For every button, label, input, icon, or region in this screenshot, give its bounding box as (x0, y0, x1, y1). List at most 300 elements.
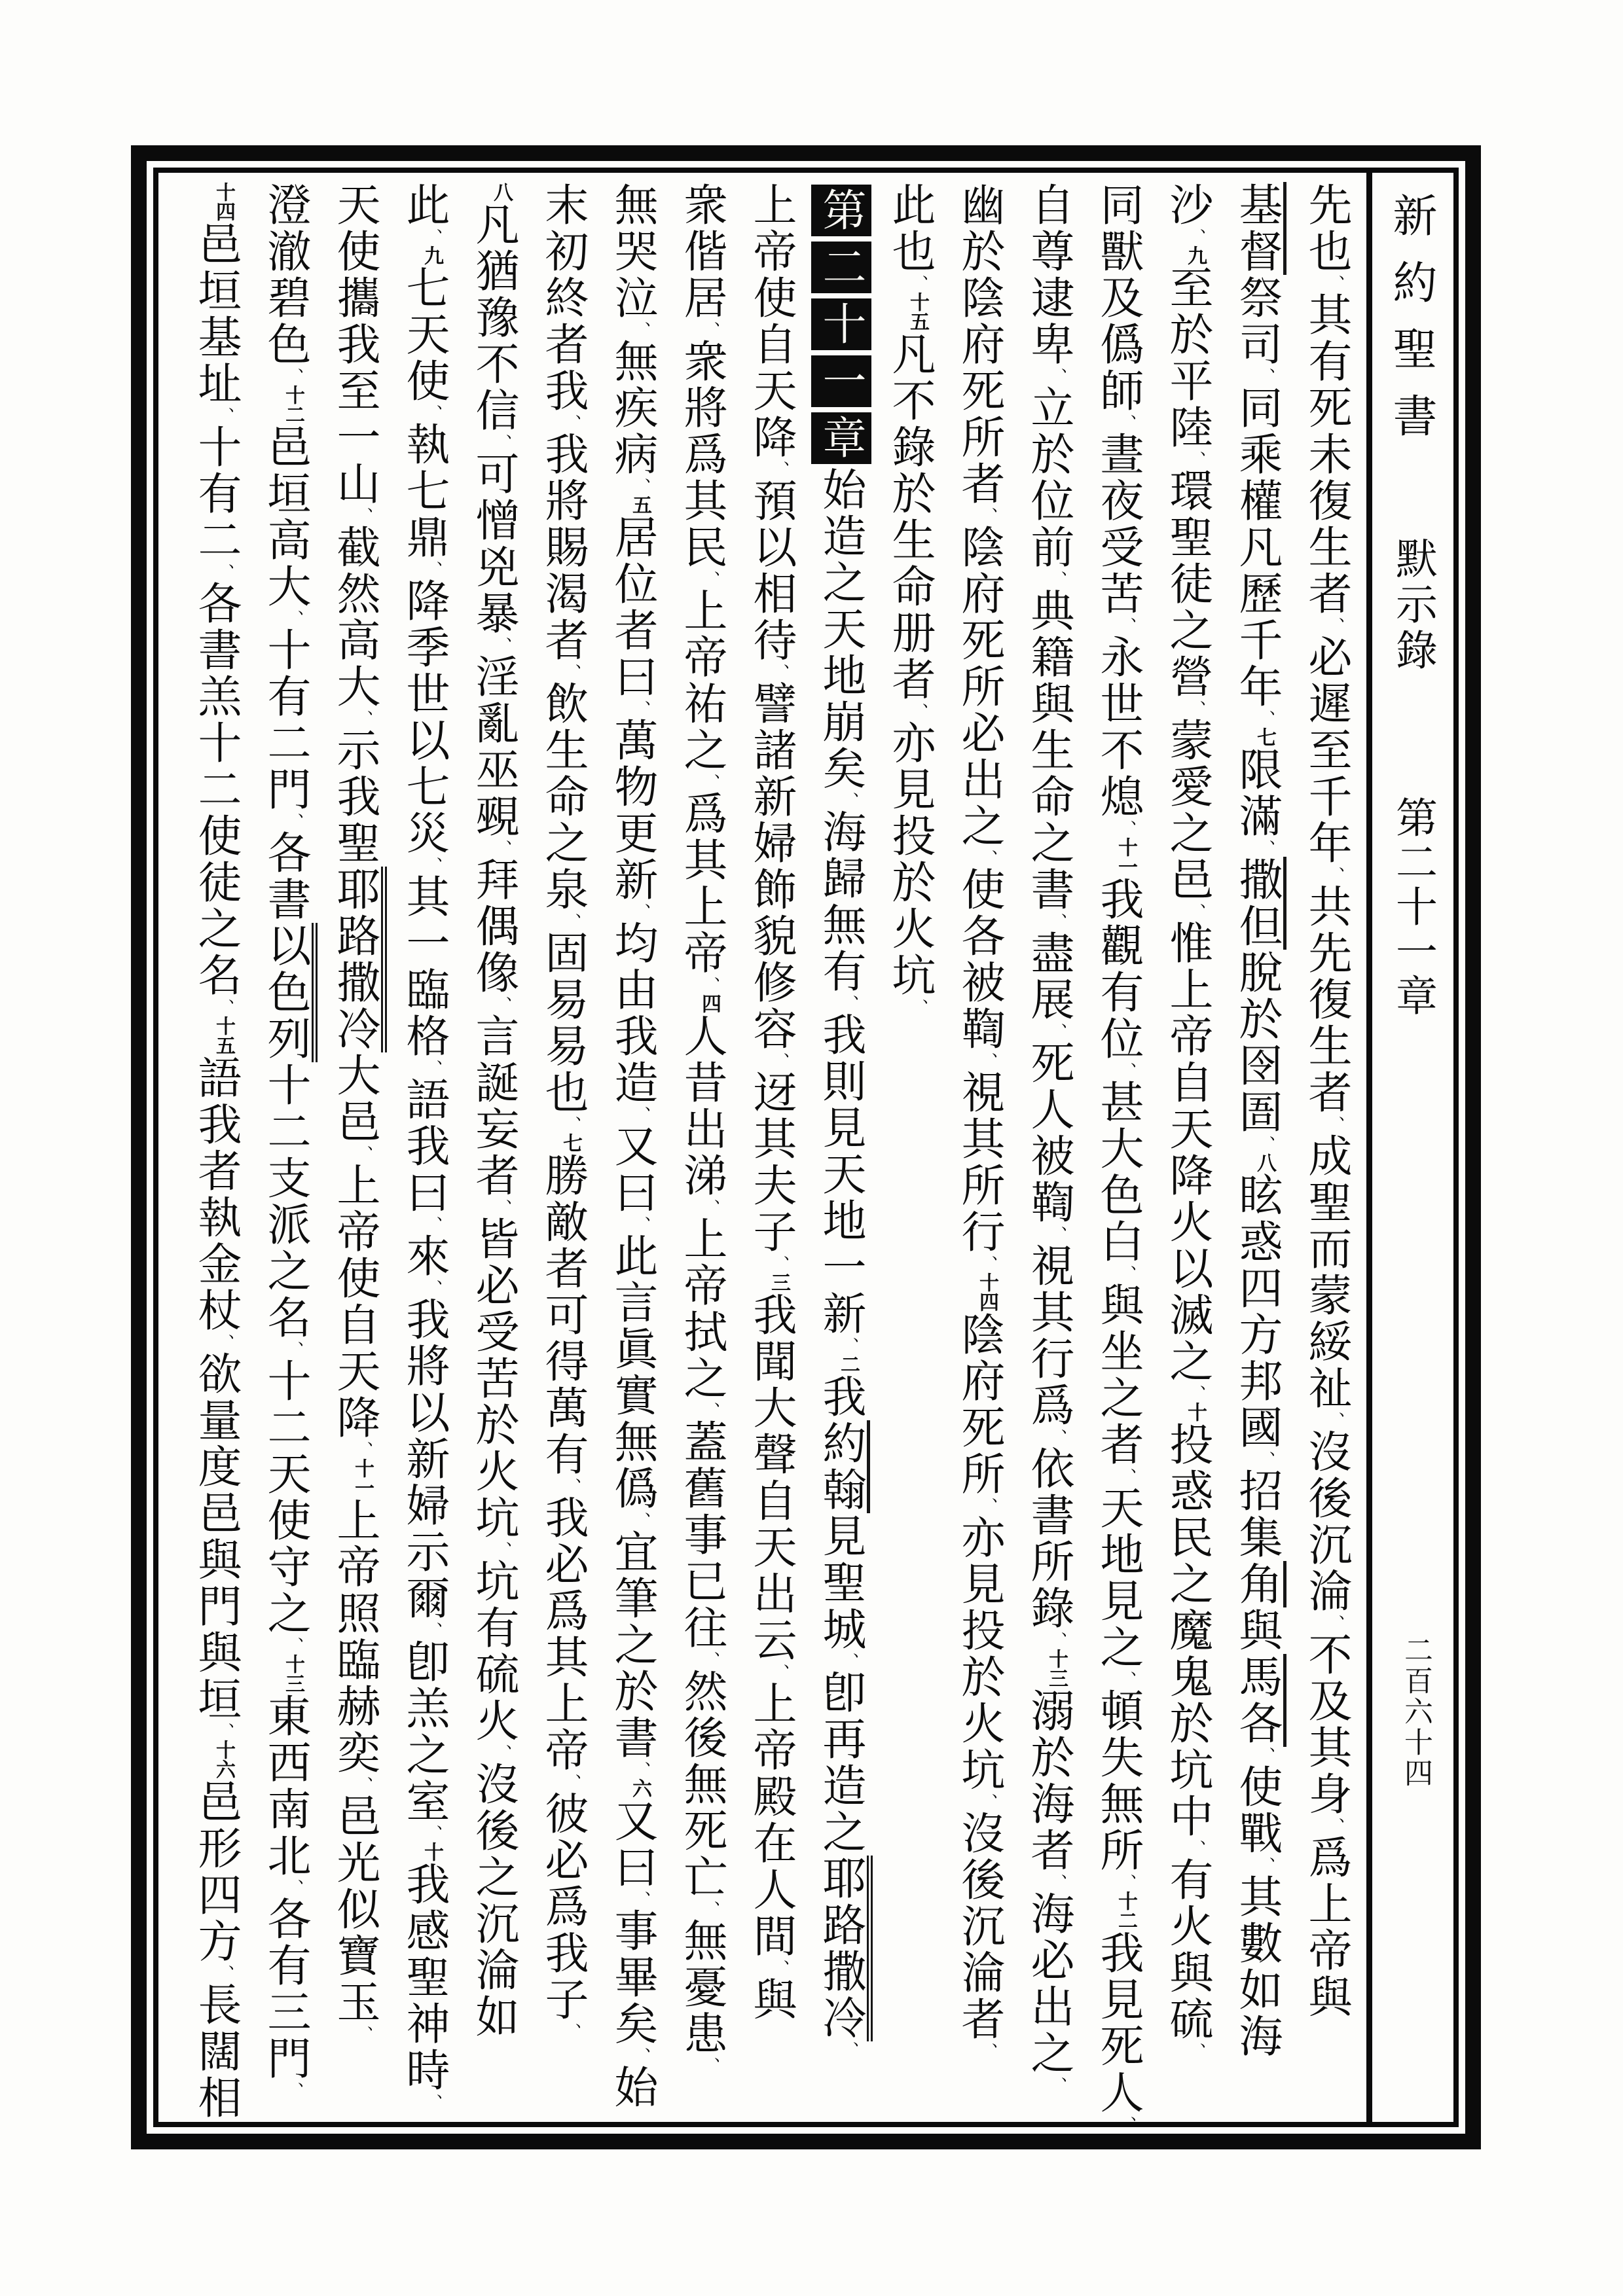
ideographic-comma: 、 (770, 1664, 790, 1681)
text-run: 眩惑四方邦國 (1232, 1172, 1283, 1451)
heading-char: 第 (811, 185, 871, 236)
ideographic-comma: 、 (423, 561, 443, 578)
verse-number: 七 (559, 1133, 582, 1153)
ideographic-comma: 、 (631, 1512, 651, 1529)
verse-number: 十一 (351, 1458, 374, 1498)
ideographic-comma: 、 (770, 461, 790, 478)
ideographic-comma: 、 (1117, 617, 1137, 634)
ideographic-comma: 、 (562, 2023, 581, 2040)
ideographic-comma: 、 (1256, 1451, 1275, 1468)
place-name: 耶路撒冷 (816, 1856, 873, 2041)
ideographic-comma: 、 (562, 414, 581, 431)
verse-number: 四 (698, 994, 721, 1013)
ideographic-comma: 、 (284, 1341, 304, 1358)
ideographic-comma: 、 (1186, 903, 1206, 920)
text-run: 降季世以七災 (399, 578, 450, 857)
text-run: 始造之天地崩矣 (816, 467, 867, 792)
ideographic-comma: 、 (354, 1145, 373, 1162)
page-frame-inner (153, 168, 1459, 2133)
text-run: 見聖城 (816, 1513, 867, 1653)
text-run: 勝敵者可得萬有 (538, 1153, 589, 1478)
person-name: 撒但 (1232, 857, 1286, 950)
text-run: 我見死人 (1093, 1930, 1144, 2116)
text-run: 卽羔之室 (399, 1639, 450, 1825)
text-run: 卽再造之 (816, 1670, 867, 1856)
text-area (175, 182, 1362, 2133)
ideographic-comma: 、 (1325, 1818, 1345, 1835)
ideographic-comma: 、 (978, 507, 998, 524)
text-run: 其有死未復生者 (1302, 292, 1353, 617)
text-run: 皆必受苦於火坑 (469, 1216, 520, 1541)
person-name: 約翰 (816, 1420, 870, 1513)
text-run: 十二天使守之 (261, 1358, 312, 1637)
text-run: 上帝祐之 (677, 588, 728, 774)
text-run: 我觀有位 (1093, 876, 1144, 1062)
text-run: 居位者曰 (608, 514, 659, 700)
ideographic-comma: 、 (1325, 617, 1345, 634)
ideographic-comma: 、 (631, 1106, 651, 1123)
text-run: 立於位前 (1024, 385, 1075, 571)
verse-number: 九 (420, 245, 443, 265)
text-run: 十有二 (191, 424, 242, 564)
text-run: 脫於囹圄 (1232, 950, 1283, 1136)
text-run: 坑有硫火 (469, 1558, 520, 1744)
ideographic-comma: 、 (839, 995, 859, 1012)
text-run: 各書 (261, 830, 312, 923)
ideographic-comma: 、 (1256, 1747, 1275, 1764)
ideographic-comma: 、 (1325, 1116, 1345, 1133)
ideographic-comma: 、 (284, 2082, 304, 2099)
verse-number: 十五 (212, 1016, 235, 1055)
text-run: 上帝使自天降 (746, 182, 797, 461)
text-run: 淫亂巫覡 (469, 654, 520, 840)
ideographic-comma: 、 (1325, 275, 1345, 292)
text-run: 溺於海者 (1024, 1688, 1075, 1874)
page-number: 二百六十四 (1399, 1635, 1432, 1789)
text-run: 凡猶豫不信 (469, 202, 520, 434)
person-name: 馬各 (1232, 1654, 1286, 1747)
text-column (876, 182, 945, 2113)
text-run: 沒後沉淪 (1302, 1429, 1353, 1615)
ideographic-comma: 、 (839, 1337, 859, 1354)
verse-number: 十四 (976, 1272, 998, 1312)
text-run: 幽於陰府死所者 (955, 182, 1006, 507)
text-run: 典籍與生命之書 (1024, 588, 1075, 913)
ideographic-comma: 、 (215, 1965, 234, 1982)
chapter-heading (816, 182, 867, 467)
ideographic-comma: 、 (770, 1960, 790, 1977)
verse-number: 八 (490, 182, 513, 202)
title-separator-rule (1366, 173, 1372, 2122)
ideographic-comma: 、 (701, 321, 720, 338)
text-run: 此 (399, 182, 450, 228)
text-run: 各有三門 (261, 1896, 312, 2082)
text-run: 十二支派之名 (261, 1062, 312, 1341)
text-run: 我將以新婦示爾 (399, 1297, 450, 1622)
ideographic-comma: 、 (1256, 1136, 1275, 1153)
ideographic-comma: 、 (1186, 1840, 1206, 1857)
ideographic-comma: 、 (562, 1774, 581, 1791)
ideographic-comma: 、 (423, 1622, 443, 1639)
ideographic-comma: 、 (770, 664, 790, 681)
text-run: 陰府死所必出之 (955, 524, 1006, 850)
work-title: 新約聖書 (1385, 192, 1437, 459)
verse-number: 十五 (906, 292, 929, 331)
text-run: 示我聖 (330, 727, 381, 867)
text-run: 衆將爲其民 (677, 338, 728, 571)
text-run: 人昔出涕 (677, 1013, 728, 1199)
verse-number: 十 (1184, 1402, 1207, 1422)
text-column (1292, 182, 1362, 2113)
heading-char: 二 (811, 242, 871, 293)
ideographic-comma: 、 (1186, 451, 1206, 468)
text-run: 使戰 (1232, 1764, 1283, 1857)
verse-number: 十 (420, 1842, 443, 1861)
text-run: 投惑民之魔鬼於坑中 (1163, 1422, 1214, 1840)
ideographic-comma: 、 (354, 2026, 373, 2043)
ideographic-comma: 、 (631, 903, 651, 920)
text-column (321, 182, 390, 2113)
text-run: 晝夜受苦 (1093, 431, 1144, 617)
text-run: 均由我造 (608, 920, 659, 1106)
text-column (251, 182, 321, 2113)
text-run: 邑形四方 (191, 1779, 242, 1965)
ideographic-comma: 、 (978, 1052, 998, 1069)
text-run: 宜筆之於書 (608, 1529, 659, 1761)
ideographic-comma: 、 (284, 813, 304, 830)
ideographic-comma: 、 (284, 1637, 304, 1654)
ideographic-comma: 、 (701, 774, 720, 791)
text-run: 使各被鞫 (955, 867, 1006, 1052)
text-run: 各書羔十二使徒之名 (191, 581, 242, 999)
text-column (668, 182, 737, 2113)
ideographic-comma: 、 (492, 1744, 512, 1761)
ideographic-comma: 、 (1048, 1632, 1067, 1649)
text-run: 始 (608, 2064, 659, 2111)
ideographic-comma: 、 (978, 850, 998, 867)
text-run: 成聖而蒙綏祉 (1302, 1133, 1353, 1412)
ideographic-comma: 、 (1256, 840, 1275, 857)
text-run: 蓋舊事已往 (677, 1419, 728, 1651)
text-run: 至於平陸 (1163, 265, 1214, 451)
ideographic-comma: 、 (1325, 1412, 1345, 1429)
ideographic-comma: 、 (1048, 571, 1067, 588)
ideographic-comma: 、 (423, 857, 443, 874)
ideographic-comma: 、 (423, 1825, 443, 1842)
chapter-label: 第二十一章 (1389, 796, 1437, 1018)
ideographic-comma: 、 (284, 368, 304, 385)
ideographic-comma: 、 (978, 2043, 998, 2060)
ideographic-comma: 、 (492, 637, 512, 654)
text-run: 語我者執金杖 (191, 1055, 242, 1334)
text-run: 爲其上帝 (677, 791, 728, 977)
ideographic-comma: 、 (770, 1052, 790, 1069)
text-run: 永世不熄 (1093, 634, 1144, 820)
text-run: 上帝照臨赫奕 (330, 1498, 381, 1776)
text-run: 與 (746, 1977, 797, 2023)
place-name: 以色列 (261, 923, 318, 1062)
text-run: 我則見天地一新 (816, 1012, 867, 1337)
text-run: 我必爲其上帝 (538, 1495, 589, 1774)
ideographic-comma: 、 (562, 913, 581, 930)
text-run: 我將賜渴者 (538, 431, 589, 664)
text-run: 祭司 (1232, 275, 1283, 368)
ideographic-comma: 、 (909, 999, 928, 1016)
text-run: 招集 (1232, 1468, 1283, 1561)
title-column (1372, 173, 1453, 2122)
text-run: 視其行爲 (1024, 1243, 1075, 1429)
ideographic-comma: 、 (701, 1901, 720, 1918)
text-column (460, 182, 529, 2113)
ideographic-comma: 、 (1325, 1615, 1345, 1632)
ideographic-comma: 、 (423, 404, 443, 422)
ideographic-comma: 、 (1186, 228, 1206, 245)
ideographic-comma: 、 (1117, 414, 1137, 431)
ideographic-comma: 、 (839, 1653, 859, 1670)
heading-char: 一 (811, 355, 871, 407)
ideographic-comma: 、 (284, 1879, 304, 1896)
text-run: 海必出之 (1024, 1891, 1075, 2077)
ideographic-comma: 、 (562, 664, 581, 681)
text-run: 視其所行 (955, 1069, 1006, 1255)
text-run: 大邑 (330, 1052, 381, 1145)
text-column (737, 182, 807, 2113)
text-run: 上帝拭之 (677, 1216, 728, 1402)
text-column (807, 182, 876, 2113)
heading-char: 十 (811, 298, 871, 350)
book-title: 默示錄 (1389, 537, 1437, 674)
text-run: 可憎兇暴 (469, 451, 520, 637)
ideographic-comma: 、 (770, 1255, 790, 1272)
text-run: 邑垣高大 (261, 424, 312, 610)
text-run: 凡不錄於生命册者 (885, 331, 936, 703)
text-run: 天使攜我至一山 (330, 182, 381, 507)
text-run: 無哭泣 (608, 182, 659, 321)
ideographic-comma: 、 (701, 2057, 720, 2074)
text-run: 同獸及僞師 (1093, 182, 1144, 414)
verse-number: 六 (629, 1778, 651, 1798)
text-column (1223, 182, 1292, 2113)
text-run: 無疾病 (608, 338, 659, 478)
heading-char: 章 (811, 412, 871, 464)
text-run: 有火與硫 (1163, 1857, 1214, 2043)
text-run: 盡展 (1024, 930, 1075, 1023)
text-run: 甚大色白 (1093, 1079, 1144, 1265)
ideographic-comma: 、 (1186, 1385, 1206, 1402)
ideographic-comma: 、 (1256, 710, 1275, 727)
text-run: 環聖徒之營 (1163, 468, 1214, 700)
ideographic-comma: 、 (1117, 1874, 1137, 1891)
ideographic-comma: 、 (978, 1255, 998, 1272)
verse-number: 三 (767, 1272, 790, 1292)
text-run: 必遲至千年 (1302, 634, 1353, 867)
text-run: 自尊逮卑 (1024, 182, 1075, 368)
text-run: 飲生命之泉 (538, 681, 589, 913)
text-run: 我 (816, 1374, 867, 1420)
text-run: 執七鼎 (399, 422, 450, 561)
text-run: 共先復生者 (1302, 884, 1353, 1116)
ideographic-comma: 、 (215, 999, 234, 1016)
ideographic-comma: 、 (1117, 820, 1137, 837)
ideographic-comma: 、 (909, 703, 928, 720)
text-run: 無憂患 (677, 1918, 728, 2057)
text-run: 上帝殿在人間 (746, 1681, 797, 1960)
ideographic-comma: 、 (1048, 913, 1067, 930)
ideographic-comma: 、 (1048, 1874, 1067, 1891)
text-run: 天地見之 (1093, 1485, 1144, 1671)
text-run: 不及其身 (1302, 1632, 1353, 1818)
text-run: 又曰 (608, 1798, 659, 1891)
text-run: 事畢矣 (608, 1908, 659, 2047)
ideographic-comma: 、 (701, 977, 720, 994)
text-run: 我感聖神時 (399, 1861, 450, 2094)
text-run: 依書所錄 (1024, 1446, 1075, 1632)
text-run: 此也 (885, 182, 936, 275)
verse-number: 七 (1253, 727, 1276, 747)
ideographic-comma: 、 (909, 275, 928, 292)
ideographic-comma: 、 (423, 1060, 443, 1077)
ideographic-comma: 、 (631, 1891, 651, 1908)
text-run: 七天使 (399, 265, 450, 404)
ideographic-comma: 、 (423, 228, 443, 245)
ideographic-comma: 、 (423, 1216, 443, 1233)
text-column (390, 182, 460, 2113)
text-run: 又曰 (608, 1123, 659, 1216)
text-column (945, 182, 1015, 2113)
verse-number: 五 (629, 495, 651, 514)
ideographic-comma: 、 (1256, 1857, 1275, 1874)
text-run: 邑垣基址 (191, 221, 242, 407)
ideographic-comma: 、 (701, 1199, 720, 1216)
text-run: 此言眞實無僞 (608, 1233, 659, 1512)
text-run: 預以相待 (746, 478, 797, 664)
ideographic-comma: 、 (1325, 867, 1345, 884)
verse-number: 十三 (1045, 1649, 1068, 1688)
text-run: 沙 (1163, 182, 1214, 228)
ideographic-comma: 、 (562, 1478, 581, 1495)
ideographic-comma: 、 (631, 1761, 651, 1778)
text-run: 邑光似寶玉 (330, 1793, 381, 2026)
text-run: 其數如海 (1232, 1874, 1283, 2060)
text-run: 死人被鞫 (1024, 1040, 1075, 1226)
text-run: 固易易也 (538, 930, 589, 1116)
ideographic-comma: 、 (631, 1216, 651, 1233)
text-run: 亦見投於火坑 (885, 720, 936, 999)
verse-number: 十二 (282, 385, 304, 424)
text-column (529, 182, 598, 2113)
verse-number: 二 (837, 1354, 860, 1374)
text-run: 頓失無所 (1093, 1688, 1144, 1874)
ideographic-comma: 、 (839, 792, 859, 809)
ideographic-comma: 、 (562, 1116, 581, 1133)
text-run: 十有二門 (261, 627, 312, 813)
verse-number: 十一 (1114, 837, 1137, 876)
text-run: 亦見投於火坑 (955, 1515, 1006, 1793)
ideographic-comma: 、 (492, 434, 512, 451)
text-run: 海歸無有 (816, 809, 867, 995)
place-name: 耶路撒冷 (330, 867, 387, 1052)
text-run: 先也 (1302, 182, 1353, 275)
ideographic-comma: 、 (492, 840, 512, 857)
ideographic-comma: 、 (631, 321, 651, 338)
text-run: 我聞大聲自天出云 (746, 1292, 797, 1664)
ideographic-comma: 、 (631, 478, 651, 495)
text-run: 與 (1232, 1607, 1283, 1654)
text-run: 沒後之沉淪如 (469, 1761, 520, 2040)
text-run: 爲上帝與 (1302, 1835, 1353, 2020)
ideographic-comma: 、 (215, 1723, 234, 1740)
text-run: 澄澈碧色 (261, 182, 312, 368)
ideographic-comma: 、 (354, 507, 373, 524)
text-run: 譬諸新婦飾貌修容 (746, 681, 797, 1052)
ideographic-comma: 、 (1048, 1226, 1067, 1243)
verse-number: 十三 (282, 1654, 304, 1693)
text-run: 蒙愛之邑 (1163, 717, 1214, 903)
text-run: 截然高大 (330, 524, 381, 710)
text-run: 衆偕居 (677, 182, 728, 321)
text-run: 東西南北 (261, 1693, 312, 1879)
ideographic-comma: 、 (1048, 2077, 1067, 2094)
text-run: 言誕妄者 (469, 1013, 520, 1199)
text-run: 來 (399, 1233, 450, 1280)
text-run: 長闊相 (191, 1982, 242, 2121)
ideographic-comma: 、 (423, 1280, 443, 1297)
text-run: 與坐之者 (1093, 1282, 1144, 1468)
ideographic-comma: 、 (215, 407, 234, 424)
ideographic-comma: 、 (701, 571, 720, 588)
text-column (598, 182, 668, 2113)
ideographic-comma: 、 (215, 1334, 234, 1351)
text-run: 沒後沉淪者 (955, 1810, 1006, 2043)
ideographic-comma: 、 (1048, 1023, 1067, 1040)
verse-number: 十六 (212, 1740, 235, 1779)
ideographic-comma: 、 (978, 1793, 998, 1810)
ideographic-comma: 、 (1186, 700, 1206, 717)
verse-number: 九 (1184, 245, 1207, 265)
ideographic-comma: 、 (1048, 368, 1067, 385)
text-column (182, 182, 251, 2121)
text-run: 上帝使自天降 (330, 1162, 381, 1441)
ideographic-comma: 、 (1117, 1671, 1137, 1688)
ideographic-comma: 、 (1186, 2043, 1206, 2060)
ideographic-comma: 、 (215, 564, 234, 581)
text-run: 其一臨格 (399, 874, 450, 1060)
verse-number: 十四 (212, 182, 235, 221)
ideographic-comma: 、 (631, 2047, 651, 2064)
ideographic-comma: 、 (423, 2094, 443, 2111)
verse-number: 十二 (1114, 1891, 1137, 1930)
text-run: 拜偶像 (469, 857, 520, 996)
text-run: 末初終者我 (538, 182, 589, 414)
ideographic-comma: 、 (492, 1541, 512, 1558)
text-run: 同乘權凡歷千年 (1232, 385, 1283, 710)
ideographic-comma: 、 (354, 1441, 373, 1458)
text-run: 迓其夫子 (746, 1069, 797, 1255)
verse-number: 八 (1253, 1153, 1276, 1172)
text-run: 語我曰 (399, 1077, 450, 1216)
ideographic-comma: 、 (492, 996, 512, 1013)
person-name: 角 (1232, 1561, 1286, 1607)
ideographic-comma: 、 (978, 1498, 998, 1515)
page-frame-outer (131, 145, 1481, 2149)
ideographic-comma: 、 (701, 1402, 720, 1419)
ideographic-comma: 、 (631, 700, 651, 717)
text-run: 惟上帝自天降火以滅之 (1163, 920, 1214, 1385)
ideographic-comma: 、 (284, 610, 304, 627)
text-column (1015, 182, 1084, 2113)
ideographic-comma: 、 (1117, 1468, 1137, 1485)
ideographic-comma: 、 (701, 1651, 720, 1668)
